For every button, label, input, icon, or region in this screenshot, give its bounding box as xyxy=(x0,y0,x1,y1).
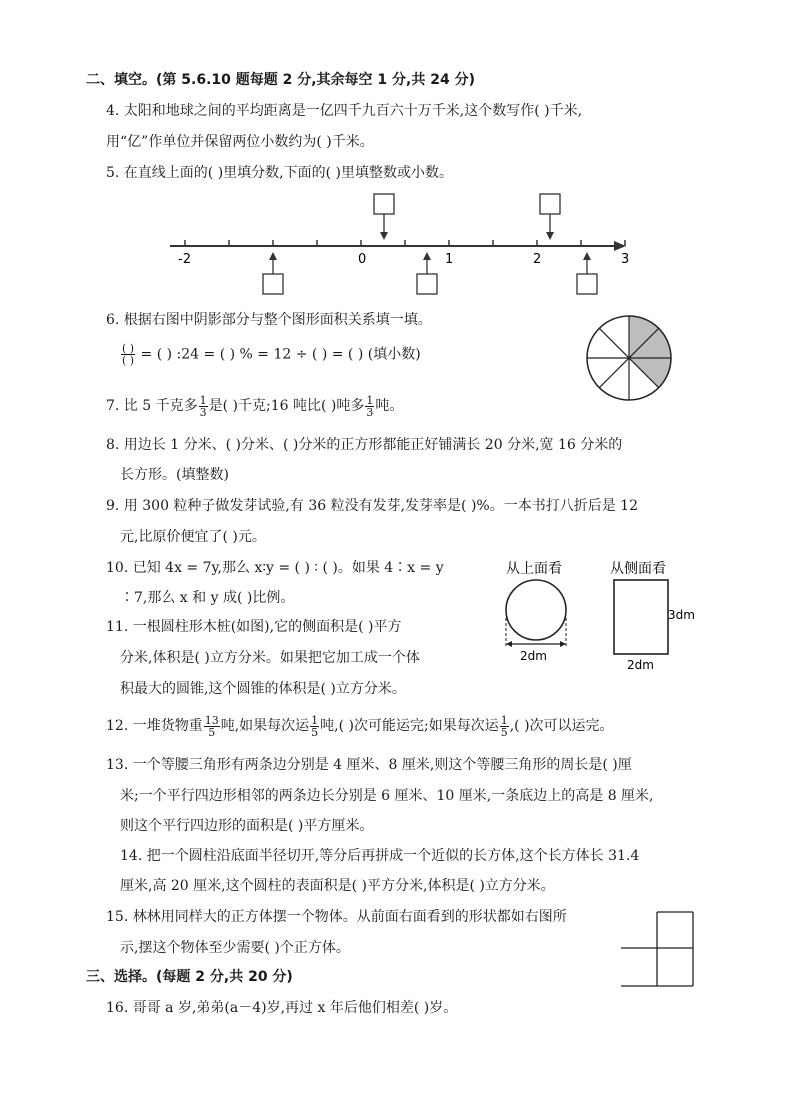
q8-line1: 8. 用边长 1 分米、( )分米、( )分米的正方形都能正好铺满长 20 分米,宽 16 分米的 xyxy=(106,437,623,453)
up-arrow-icon xyxy=(423,252,431,260)
section-2-title: 二、填空。(第 5.6.10 题每题 2 分,其余每空 1 分,共 24 分) xyxy=(86,72,475,88)
tick-label-3: 3 xyxy=(621,252,630,267)
upper-answer-box-1[interactable] xyxy=(374,194,394,240)
fraction-13-5: $\frac{13}{5}$ xyxy=(204,713,219,739)
q14-line1: 14. 把一个圆柱沿底面半径切开,等分后再拼成一个近似的长方体,这个长方体长 31.4 xyxy=(120,848,640,864)
up-arrow-icon xyxy=(269,252,277,260)
tick-label-neg2: -2 xyxy=(178,252,191,267)
q13-line3: 则这个平行四边形的面积是( )平方厘米。 xyxy=(120,818,374,834)
q7-line: 7. 比 5 千克多 $\frac{1}{3}$ 是( )千克;16 吨比( )吨多 $\frac{1}{3}$ 吨。 xyxy=(106,393,404,419)
cylinder-views-figure xyxy=(496,556,706,674)
axis-arrow-icon xyxy=(614,241,626,251)
section-3-title: 三、选择。(每题 2 分,共 20 分) xyxy=(86,969,293,985)
width-label: 2dm xyxy=(627,658,654,672)
q9-line2: 元,比原价便宜了( )元。 xyxy=(120,529,266,545)
q13-line2: 米;一个平行四边形相邻的两条边长分别是 6 厘米、10 厘米,一条底边上的高是 8 厘米, xyxy=(120,788,654,804)
circle-diameter-label: 2dm xyxy=(520,649,547,663)
q4-line1: 4. 太阳和地球之间的平均距离是一亿四千九百六十万千米,这个数写作( )千米, xyxy=(106,103,583,119)
q10-line1: 10. 已知 4x = 7y,那么 x∶y = ( ) ∶ ( )。如果 4∶x = y xyxy=(106,560,444,576)
q11-line3: 积最大的圆锥,这个圆锥的体积是( )立方分米。 xyxy=(120,681,406,697)
height-label: 3dm xyxy=(668,608,695,622)
q15-line2: 示,摆这个物体至少需要( )个正方体。 xyxy=(120,940,350,956)
q4-line2: 用“亿”作单位并保留两位小数约为( )千米。 xyxy=(106,134,374,150)
q15-line1: 15. 林林用同样大的正方体摆一个物体。从前面右面看到的形状都如右图所 xyxy=(106,909,567,925)
side-view-rectangle xyxy=(614,580,668,654)
q6-equation-tail: = ( ) :24 = ( ) % = 12 ÷ ( ) = ( ) (填小数) xyxy=(140,346,421,363)
q6-equation xyxy=(120,343,421,366)
top-view-label: 从上面看 xyxy=(506,561,562,577)
lower-answer-box-3[interactable] xyxy=(577,252,597,294)
upper-answer-box-2[interactable] xyxy=(540,194,560,240)
q13-line1: 13. 一个等腰三角形有两条边分别是 4 厘米、8 厘米,则这个等腰三角形的周长是( )厘 xyxy=(106,757,632,773)
down-arrow-icon xyxy=(546,232,554,240)
cube-view-grid-figure xyxy=(619,910,695,988)
tick-label-2: 2 xyxy=(533,252,542,267)
q5-text: 5. 在直线上面的( )里填分数,下面的( )里填整数或小数。 xyxy=(106,165,454,181)
number-line-figure xyxy=(160,190,660,300)
q6-text: 6. 根据右图中阴影部分与整个图形面积关系填一填。 xyxy=(106,312,432,328)
fraction-one-third: $\frac{1}{3}$ xyxy=(199,393,207,419)
q9-line1: 9. 用 300 粒种子做发芽试验,有 36 粒没有发芽,发芽率是( )%。一本书打八折后是 12 xyxy=(106,498,638,514)
fraction-one-third: $\frac{1}{3}$ xyxy=(366,393,374,419)
top-view-circle xyxy=(506,580,566,640)
shaded-circle-figure xyxy=(584,313,674,403)
q11-line2: 分米,体积是( )立方分米。如果把它加工成一个体 xyxy=(120,650,420,666)
tick-label-1: 1 xyxy=(445,252,454,267)
side-view-label: 从侧面看 xyxy=(610,561,666,577)
up-arrow-icon xyxy=(583,252,591,260)
fraction-1-5: $\frac{1}{5}$ xyxy=(500,713,508,739)
q12-line: 12. 一堆货物重 $\frac{13}{5}$ 吨,如果每次运 $\frac{1}{5}$ 吨,( )次可能运完;如果每次运 $\frac{1}{5}$ ,( )次可以运完。 xyxy=(106,713,614,739)
q14-line2: 厘米,高 20 厘米,这个圆柱的表面积是( )平方分米,体积是( )立方分米。 xyxy=(120,878,555,894)
q8-line2: 长方形。(填整数) xyxy=(120,467,229,483)
tick-label-0: 0 xyxy=(358,252,367,267)
q16-text: 16. 哥哥 a 岁,弟弟(a－4)岁,再过 x 年后他们相差( )岁。 xyxy=(106,1000,458,1016)
q10-line2: ∶7,那么 x 和 y 成( )比例。 xyxy=(120,590,295,606)
fraction-1-5: $\frac{1}{5}$ xyxy=(311,713,319,739)
q6-fraction: $\frac{( )}{( )}$ xyxy=(122,342,135,367)
lower-answer-box-2[interactable] xyxy=(417,252,437,294)
down-arrow-icon xyxy=(380,232,388,240)
lower-answer-box-1[interactable] xyxy=(263,252,283,294)
q11-line1: 11. 一根圆柱形木桩(如图),它的侧面积是( )平方 xyxy=(106,619,402,635)
